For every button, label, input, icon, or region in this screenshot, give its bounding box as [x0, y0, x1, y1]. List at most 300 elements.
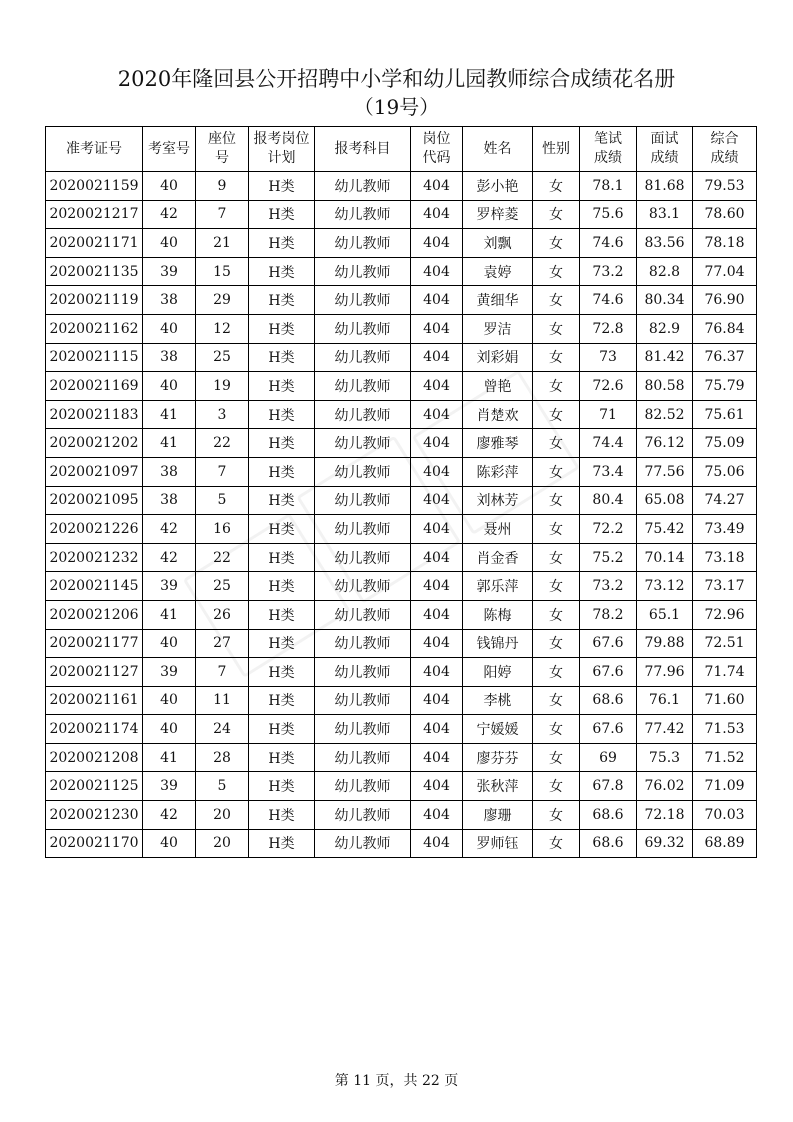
name-cell: 黄细华	[463, 286, 533, 315]
gender-cell: 女	[533, 172, 580, 201]
ticket-no-cell: 2020021202	[46, 429, 143, 458]
subject-cell: 幼儿教师	[315, 286, 411, 315]
subject-cell: 幼儿教师	[315, 629, 411, 658]
table-row	[46, 229, 757, 258]
written-score-cell: 75.2	[580, 543, 637, 572]
gender-cell: 女	[533, 486, 580, 515]
subject-cell: 幼儿教师	[315, 457, 411, 486]
subject-cell: 幼儿教师	[315, 515, 411, 544]
ticket-no-cell: 2020021125	[46, 772, 143, 801]
name-cell: 廖雅琴	[463, 429, 533, 458]
position-code-cell: 404	[411, 314, 463, 343]
room-no-cell: 38	[143, 286, 196, 315]
interview-score-cell: 81.42	[637, 343, 693, 372]
ticket-no-cell: 2020021169	[46, 372, 143, 401]
seat-no-cell: 5	[196, 486, 249, 515]
table-row	[46, 343, 757, 372]
position-code-cell: 404	[411, 372, 463, 401]
interview-score-cell: 77.96	[637, 658, 693, 687]
table-row	[46, 772, 757, 801]
ticket-no-cell: 2020021226	[46, 515, 143, 544]
table-row	[46, 515, 757, 544]
written-score-cell: 73.2	[580, 257, 637, 286]
gender-cell: 女	[533, 572, 580, 601]
gender-cell: 女	[533, 543, 580, 572]
written-score-cell: 67.6	[580, 715, 637, 744]
interview-score-cell: 82.52	[637, 400, 693, 429]
position-code-cell: 404	[411, 343, 463, 372]
total-score-cell: 77.04	[693, 257, 757, 286]
written-score-cell: 67.6	[580, 629, 637, 658]
header-written-score: 笔试成绩	[580, 127, 637, 172]
position-code-cell: 404	[411, 515, 463, 544]
header-subject: 报考科目	[315, 127, 411, 172]
gender-cell: 女	[533, 343, 580, 372]
position-code-cell: 404	[411, 543, 463, 572]
seat-no-cell: 28	[196, 743, 249, 772]
room-no-cell: 41	[143, 600, 196, 629]
position-plan-cell: H类	[249, 457, 315, 486]
position-code-cell: 404	[411, 629, 463, 658]
subject-cell: 幼儿教师	[315, 429, 411, 458]
total-score-cell: 74.27	[693, 486, 757, 515]
gender-cell: 女	[533, 801, 580, 830]
subject-cell: 幼儿教师	[315, 486, 411, 515]
table-row	[46, 572, 757, 601]
interview-score-cell: 83.1	[637, 200, 693, 229]
subject-cell: 幼儿教师	[315, 686, 411, 715]
written-score-cell: 67.8	[580, 772, 637, 801]
header-ticket-no: 准考证号	[46, 127, 143, 172]
written-score-cell: 73.4	[580, 457, 637, 486]
position-plan-cell: H类	[249, 372, 315, 401]
total-score-cell: 71.60	[693, 686, 757, 715]
seat-no-cell: 19	[196, 372, 249, 401]
table-row	[46, 400, 757, 429]
position-code-cell: 404	[411, 743, 463, 772]
name-cell: 罗师钰	[463, 829, 533, 858]
written-score-cell: 74.6	[580, 229, 637, 258]
position-code-cell: 404	[411, 457, 463, 486]
room-no-cell: 41	[143, 743, 196, 772]
position-plan-cell: H类	[249, 200, 315, 229]
name-cell: 陈梅	[463, 600, 533, 629]
written-score-cell: 69	[580, 743, 637, 772]
gender-cell: 女	[533, 715, 580, 744]
seat-no-cell: 26	[196, 600, 249, 629]
gender-cell: 女	[533, 743, 580, 772]
position-plan-cell: H类	[249, 314, 315, 343]
name-cell: 肖金香	[463, 543, 533, 572]
ticket-no-cell: 2020021115	[46, 343, 143, 372]
subject-cell: 幼儿教师	[315, 801, 411, 830]
room-no-cell: 40	[143, 629, 196, 658]
name-cell: 钱锦丹	[463, 629, 533, 658]
subject-cell: 幼儿教师	[315, 343, 411, 372]
seat-no-cell: 29	[196, 286, 249, 315]
subject-cell: 幼儿教师	[315, 257, 411, 286]
written-score-cell: 78.1	[580, 172, 637, 201]
position-code-cell: 404	[411, 200, 463, 229]
subject-cell: 幼儿教师	[315, 658, 411, 687]
gender-cell: 女	[533, 257, 580, 286]
gender-cell: 女	[533, 372, 580, 401]
interview-score-cell: 76.12	[637, 429, 693, 458]
table-row	[46, 372, 757, 401]
subject-cell: 幼儿教师	[315, 715, 411, 744]
table-row	[46, 257, 757, 286]
ticket-no-cell: 2020021170	[46, 829, 143, 858]
gender-cell: 女	[533, 686, 580, 715]
total-score-cell: 73.17	[693, 572, 757, 601]
interview-score-cell: 75.42	[637, 515, 693, 544]
header-total-score: 综合成绩	[693, 127, 757, 172]
table-row	[46, 286, 757, 315]
interview-score-cell: 65.1	[637, 600, 693, 629]
position-plan-cell: H类	[249, 543, 315, 572]
subject-cell: 幼儿教师	[315, 172, 411, 201]
score-table	[45, 126, 757, 858]
total-score-cell: 78.60	[693, 200, 757, 229]
interview-score-cell: 75.3	[637, 743, 693, 772]
ticket-no-cell: 2020021230	[46, 801, 143, 830]
name-cell: 刘飘	[463, 229, 533, 258]
header-room-no: 考室号	[143, 127, 196, 172]
ticket-no-cell: 2020021171	[46, 229, 143, 258]
name-cell: 曾艳	[463, 372, 533, 401]
gender-cell: 女	[533, 658, 580, 687]
seat-no-cell: 12	[196, 314, 249, 343]
interview-score-cell: 81.68	[637, 172, 693, 201]
position-code-cell: 404	[411, 801, 463, 830]
subject-cell: 幼儿教师	[315, 772, 411, 801]
total-score-cell: 72.96	[693, 600, 757, 629]
subject-cell: 幼儿教师	[315, 543, 411, 572]
ticket-no-cell: 2020021177	[46, 629, 143, 658]
position-code-cell: 404	[411, 772, 463, 801]
total-score-cell: 75.79	[693, 372, 757, 401]
name-cell: 彭小艳	[463, 172, 533, 201]
table-row	[46, 172, 757, 201]
name-cell: 肖楚欢	[463, 400, 533, 429]
total-score-cell: 75.61	[693, 400, 757, 429]
room-no-cell: 39	[143, 572, 196, 601]
total-score-cell: 75.06	[693, 457, 757, 486]
header-name: 姓名	[463, 127, 533, 172]
position-plan-cell: H类	[249, 743, 315, 772]
interview-score-cell: 82.8	[637, 257, 693, 286]
subject-cell: 幼儿教师	[315, 400, 411, 429]
table-row	[46, 743, 757, 772]
position-plan-cell: H类	[249, 257, 315, 286]
gender-cell: 女	[533, 286, 580, 315]
gender-cell: 女	[533, 515, 580, 544]
interview-score-cell: 65.08	[637, 486, 693, 515]
total-score-cell: 71.09	[693, 772, 757, 801]
total-score-cell: 71.74	[693, 658, 757, 687]
written-score-cell: 73.2	[580, 572, 637, 601]
name-cell: 郭乐萍	[463, 572, 533, 601]
seat-no-cell: 22	[196, 543, 249, 572]
table-header-row	[46, 127, 757, 172]
interview-score-cell: 69.32	[637, 829, 693, 858]
written-score-cell: 67.6	[580, 658, 637, 687]
subject-cell: 幼儿教师	[315, 200, 411, 229]
gender-cell: 女	[533, 229, 580, 258]
total-score-cell: 76.37	[693, 343, 757, 372]
ticket-no-cell: 2020021127	[46, 658, 143, 687]
position-code-cell: 404	[411, 486, 463, 515]
position-code-cell: 404	[411, 572, 463, 601]
table-row	[46, 486, 757, 515]
table-row	[46, 715, 757, 744]
position-code-cell: 404	[411, 686, 463, 715]
room-no-cell: 40	[143, 715, 196, 744]
ticket-no-cell: 2020021097	[46, 457, 143, 486]
total-score-cell: 73.49	[693, 515, 757, 544]
room-no-cell: 39	[143, 257, 196, 286]
subject-cell: 幼儿教师	[315, 572, 411, 601]
seat-no-cell: 15	[196, 257, 249, 286]
subject-cell: 幼儿教师	[315, 314, 411, 343]
ticket-no-cell: 2020021183	[46, 400, 143, 429]
written-score-cell: 75.6	[580, 200, 637, 229]
position-plan-cell: H类	[249, 715, 315, 744]
interview-score-cell: 83.56	[637, 229, 693, 258]
ticket-no-cell: 2020021095	[46, 486, 143, 515]
position-plan-cell: H类	[249, 629, 315, 658]
interview-score-cell: 73.12	[637, 572, 693, 601]
position-code-cell: 404	[411, 257, 463, 286]
page-subtitle: （19号）	[353, 95, 440, 119]
name-cell: 罗梓菱	[463, 200, 533, 229]
written-score-cell: 72.8	[580, 314, 637, 343]
room-no-cell: 40	[143, 829, 196, 858]
position-code-cell: 404	[411, 429, 463, 458]
seat-no-cell: 22	[196, 429, 249, 458]
interview-score-cell: 80.58	[637, 372, 693, 401]
ticket-no-cell: 2020021162	[46, 314, 143, 343]
written-score-cell: 71	[580, 400, 637, 429]
interview-score-cell: 76.1	[637, 686, 693, 715]
interview-score-cell: 79.88	[637, 629, 693, 658]
position-code-cell: 404	[411, 600, 463, 629]
table-row	[46, 629, 757, 658]
position-plan-cell: H类	[249, 429, 315, 458]
gender-cell: 女	[533, 772, 580, 801]
gender-cell: 女	[533, 829, 580, 858]
seat-no-cell: 27	[196, 629, 249, 658]
room-no-cell: 42	[143, 543, 196, 572]
ticket-no-cell: 2020021161	[46, 686, 143, 715]
total-score-cell: 76.84	[693, 314, 757, 343]
interview-score-cell: 82.9	[637, 314, 693, 343]
interview-score-cell: 80.34	[637, 286, 693, 315]
position-plan-cell: H类	[249, 229, 315, 258]
total-score-cell: 73.18	[693, 543, 757, 572]
room-no-cell: 38	[143, 343, 196, 372]
table-row	[46, 200, 757, 229]
position-plan-cell: H类	[249, 486, 315, 515]
total-score-cell: 71.53	[693, 715, 757, 744]
position-code-cell: 404	[411, 715, 463, 744]
total-score-cell: 72.51	[693, 629, 757, 658]
interview-score-cell: 77.56	[637, 457, 693, 486]
position-plan-cell: H类	[249, 343, 315, 372]
room-no-cell: 40	[143, 172, 196, 201]
table-row	[46, 543, 757, 572]
written-score-cell: 78.2	[580, 600, 637, 629]
ticket-no-cell: 2020021119	[46, 286, 143, 315]
position-plan-cell: H类	[249, 286, 315, 315]
name-cell: 陈彩萍	[463, 457, 533, 486]
written-score-cell: 68.6	[580, 829, 637, 858]
subject-cell: 幼儿教师	[315, 743, 411, 772]
ticket-no-cell: 2020021208	[46, 743, 143, 772]
position-code-cell: 404	[411, 172, 463, 201]
ticket-no-cell: 2020021206	[46, 600, 143, 629]
header-seat-no: 座位号	[196, 127, 249, 172]
position-plan-cell: H类	[249, 172, 315, 201]
total-score-cell: 76.90	[693, 286, 757, 315]
seat-no-cell: 20	[196, 829, 249, 858]
position-plan-cell: H类	[249, 686, 315, 715]
name-cell: 罗洁	[463, 314, 533, 343]
position-plan-cell: H类	[249, 400, 315, 429]
subject-cell: 幼儿教师	[315, 829, 411, 858]
gender-cell: 女	[533, 200, 580, 229]
name-cell: 阳婷	[463, 658, 533, 687]
seat-no-cell: 7	[196, 457, 249, 486]
interview-score-cell: 77.42	[637, 715, 693, 744]
position-plan-cell: H类	[249, 658, 315, 687]
seat-no-cell: 9	[196, 172, 249, 201]
seat-no-cell: 25	[196, 343, 249, 372]
total-score-cell: 71.52	[693, 743, 757, 772]
room-no-cell: 40	[143, 686, 196, 715]
position-plan-cell: H类	[249, 600, 315, 629]
header-position-code: 岗位代码	[411, 127, 463, 172]
written-score-cell: 73	[580, 343, 637, 372]
room-no-cell: 39	[143, 658, 196, 687]
seat-no-cell: 7	[196, 200, 249, 229]
gender-cell: 女	[533, 600, 580, 629]
seat-no-cell: 3	[196, 400, 249, 429]
interview-score-cell: 70.14	[637, 543, 693, 572]
ticket-no-cell: 2020021145	[46, 572, 143, 601]
table-row	[46, 686, 757, 715]
room-no-cell: 42	[143, 515, 196, 544]
room-no-cell: 41	[143, 429, 196, 458]
written-score-cell: 74.4	[580, 429, 637, 458]
name-cell: 宁媛媛	[463, 715, 533, 744]
room-no-cell: 40	[143, 229, 196, 258]
page-number: 第 11 页，共 22 页	[334, 1073, 459, 1089]
written-score-cell: 80.4	[580, 486, 637, 515]
table-row	[46, 314, 757, 343]
name-cell: 廖珊	[463, 801, 533, 830]
ticket-no-cell: 2020021174	[46, 715, 143, 744]
total-score-cell: 70.03	[693, 801, 757, 830]
gender-cell: 女	[533, 400, 580, 429]
written-score-cell: 74.6	[580, 286, 637, 315]
seat-no-cell: 16	[196, 515, 249, 544]
position-code-cell: 404	[411, 400, 463, 429]
room-no-cell: 39	[143, 772, 196, 801]
room-no-cell: 38	[143, 457, 196, 486]
position-code-cell: 404	[411, 658, 463, 687]
header-position-plan: 报考岗位计划	[249, 127, 315, 172]
interview-score-cell: 72.18	[637, 801, 693, 830]
seat-no-cell: 5	[196, 772, 249, 801]
total-score-cell: 79.53	[693, 172, 757, 201]
total-score-cell: 75.09	[693, 429, 757, 458]
position-plan-cell: H类	[249, 829, 315, 858]
gender-cell: 女	[533, 314, 580, 343]
total-score-cell: 78.18	[693, 229, 757, 258]
written-score-cell: 68.6	[580, 801, 637, 830]
position-plan-cell: H类	[249, 572, 315, 601]
name-cell: 李桃	[463, 686, 533, 715]
table-row	[46, 429, 757, 458]
header-interview-score: 面试成绩	[637, 127, 693, 172]
written-score-cell: 68.6	[580, 686, 637, 715]
position-code-cell: 404	[411, 829, 463, 858]
table-row	[46, 801, 757, 830]
total-score-cell: 68.89	[693, 829, 757, 858]
position-plan-cell: H类	[249, 515, 315, 544]
subject-cell: 幼儿教师	[315, 600, 411, 629]
seat-no-cell: 21	[196, 229, 249, 258]
ticket-no-cell: 2020021159	[46, 172, 143, 201]
seat-no-cell: 24	[196, 715, 249, 744]
seat-no-cell: 20	[196, 801, 249, 830]
ticket-no-cell: 2020021232	[46, 543, 143, 572]
position-code-cell: 404	[411, 229, 463, 258]
room-no-cell: 42	[143, 801, 196, 830]
room-no-cell: 40	[143, 372, 196, 401]
room-no-cell: 40	[143, 314, 196, 343]
seat-no-cell: 7	[196, 658, 249, 687]
room-no-cell: 38	[143, 486, 196, 515]
gender-cell: 女	[533, 429, 580, 458]
written-score-cell: 72.6	[580, 372, 637, 401]
subject-cell: 幼儿教师	[315, 229, 411, 258]
ticket-no-cell: 2020021217	[46, 200, 143, 229]
seat-no-cell: 25	[196, 572, 249, 601]
subject-cell: 幼儿教师	[315, 372, 411, 401]
seat-no-cell: 11	[196, 686, 249, 715]
position-code-cell: 404	[411, 286, 463, 315]
room-no-cell: 42	[143, 200, 196, 229]
name-cell: 廖芬芬	[463, 743, 533, 772]
position-plan-cell: H类	[249, 801, 315, 830]
name-cell: 袁婷	[463, 257, 533, 286]
position-plan-cell: H类	[249, 772, 315, 801]
name-cell: 刘彩娟	[463, 343, 533, 372]
ticket-no-cell: 2020021135	[46, 257, 143, 286]
table-row	[46, 457, 757, 486]
name-cell: 刘林芳	[463, 486, 533, 515]
table-row	[46, 658, 757, 687]
interview-score-cell: 76.02	[637, 772, 693, 801]
gender-cell: 女	[533, 457, 580, 486]
header-gender: 性别	[533, 127, 580, 172]
room-no-cell: 41	[143, 400, 196, 429]
table-row	[46, 829, 757, 858]
name-cell: 聂州	[463, 515, 533, 544]
name-cell: 张秋萍	[463, 772, 533, 801]
